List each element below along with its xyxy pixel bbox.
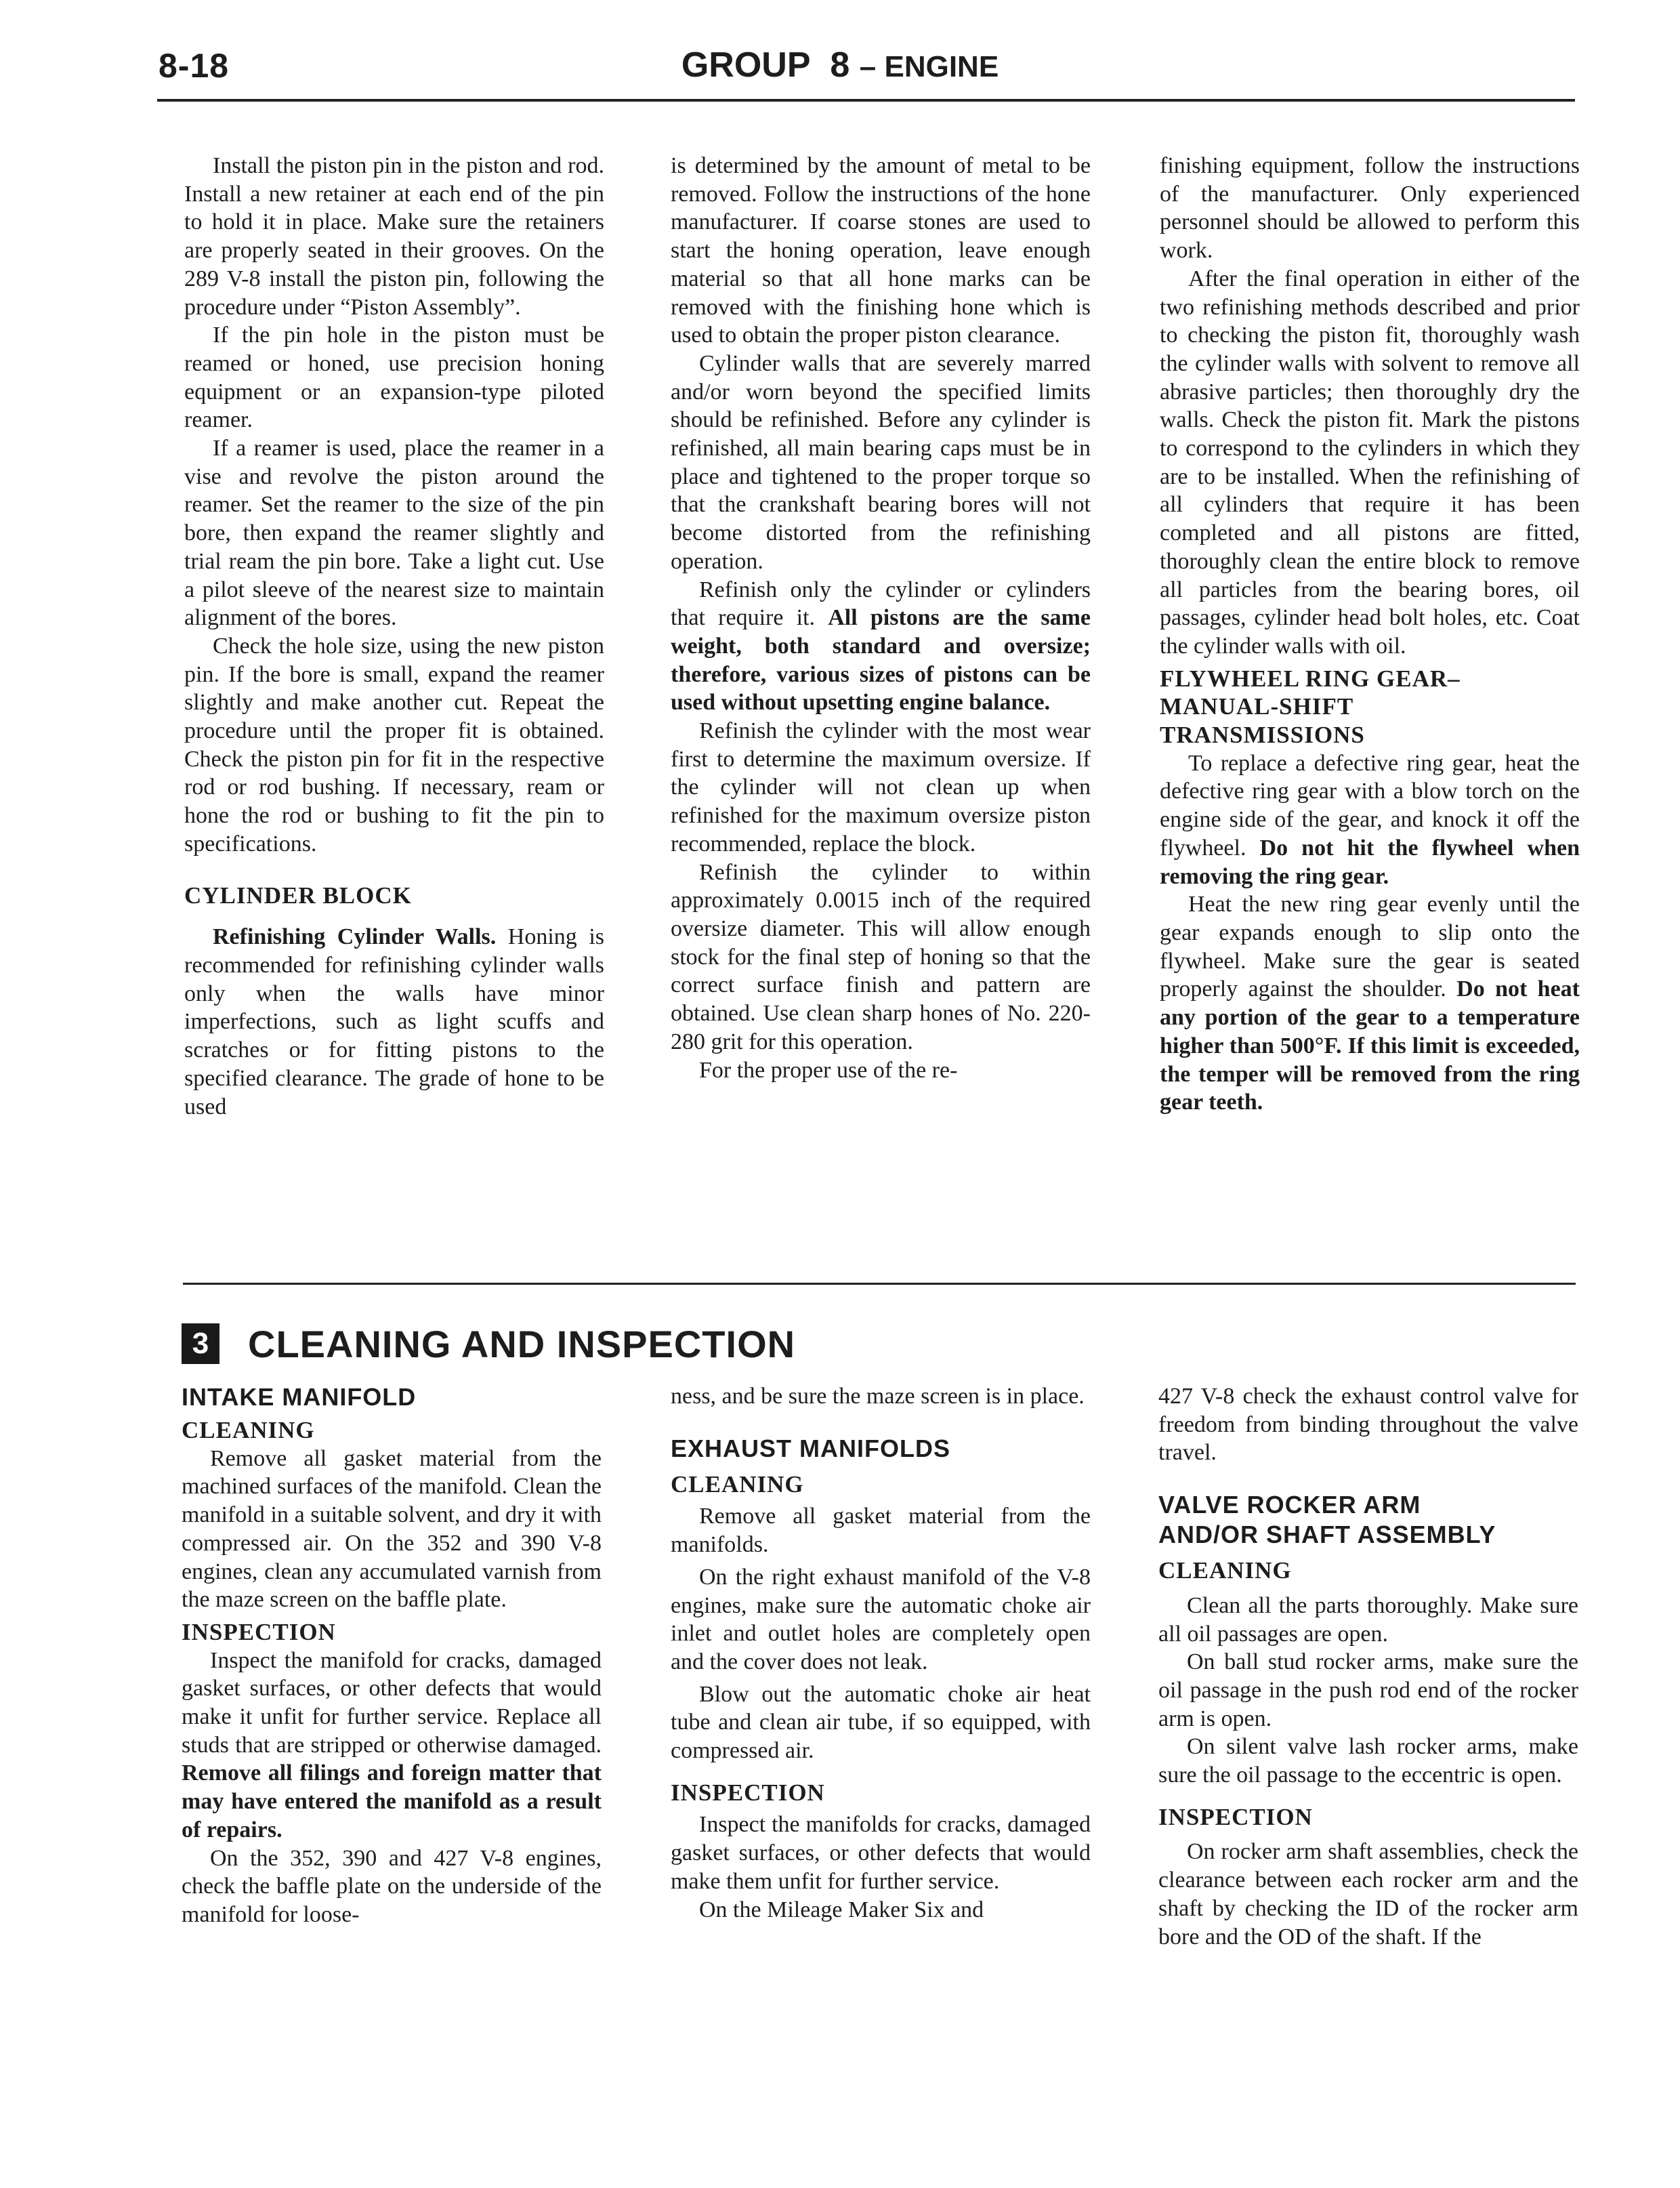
paragraph: On the 352, 390 and 427 V-8 engines, check the baffle plate on the underside of the manifold for loose- bbox=[182, 1845, 602, 1927]
paragraph: For the proper use of the re- bbox=[699, 1057, 958, 1083]
header-rule bbox=[157, 99, 1575, 102]
paragraph: On the right exhaust manifold of the V-8 engines, make sure the automatic choke air inlet and outlet holes are completely open and the cover does not leak. bbox=[671, 1564, 1091, 1674]
heading-intake-manifold: INTAKE MANIFOLD bbox=[182, 1383, 417, 1411]
paragraph-text: Heat the new ring gear evenly until the gear expands enough to slip onto the flywheel. Make sure the gear is seated properly against the shoulder. bbox=[1160, 892, 1580, 1002]
top-column-2 bbox=[671, 152, 1091, 1084]
section-heading bbox=[182, 1320, 795, 1367]
paragraph: On silent valve lash rocker arms, make sure the oil passage to the eccentric is open. bbox=[1158, 1734, 1578, 1788]
page-number: 8-18 bbox=[159, 47, 230, 85]
paragraph: Remove all gasket material from the manifolds. bbox=[671, 1504, 1091, 1558]
subheading-inspection: INSPECTION bbox=[1158, 1803, 1313, 1830]
paragraph: Blow out the automatic choke air heat tube and clean air tube, if so equipped, with compressed air. bbox=[671, 1681, 1091, 1764]
paragraph: Cylinder walls that are severely marred and/or worn beyond the specified limits should be refinished. Before any cylinder is refinished, all main bearing caps must be in place and tightened to the proper torque so that the crankshaft bearing bores will not become distorted from the refinishing operation. bbox=[671, 350, 1091, 574]
running-head bbox=[0, 45, 1680, 85]
paragraph: Refinish the cylinder to within approximately 0.0015 inch of the required oversize diameter. This will allow enough stock for the final step of honing so that the correct surface finish and pattern are obtained. Use clean sharp hones of No. 220-280 grit for this operation. bbox=[671, 859, 1091, 1054]
bold-warning: Do not hit the flywheel when removing the ring gear. bbox=[1160, 835, 1580, 889]
paragraph: On ball stud rocker arms, make sure the oil passage in the push rod end of the rocker arm is open. bbox=[1158, 1649, 1578, 1731]
heading-valve-rocker-arm bbox=[1158, 1490, 1578, 1550]
paragraph: If the pin hole in the piston must be reamed or honed, use precision honing equipment or an expansion-type piloted reamer. bbox=[184, 323, 604, 433]
paragraph-text: Refinish only the cylinder or cylinders that require it. bbox=[671, 577, 1091, 631]
paragraph: Refinish the cylinder with the most wear first to determine the maximum oversize. If the cylinder will not clean up when refinished for the maximum oversize piston recommended, replace the block. bbox=[671, 718, 1091, 856]
top-column-3 bbox=[1160, 152, 1580, 1117]
bold-warning: All pistons are the same weight, both standard and oversize; therefore, various sizes of pistons can be used without upsetting engine balance. bbox=[671, 605, 1091, 716]
heading-cylinder-block: CYLINDER BLOCK bbox=[184, 882, 412, 909]
section-number-badge: 3 bbox=[182, 1323, 219, 1364]
subheading-inspection: INSPECTION bbox=[182, 1618, 336, 1645]
subheading-cleaning: CLEANING bbox=[671, 1470, 804, 1498]
bold-warning: Remove all filings and foreign matter that may have entered the manifold as a result of repairs. bbox=[182, 1760, 602, 1842]
paragraph: On rocker arm shaft assemblies, check the clearance between each rocker arm and the shaft by checking the ID of the rocker arm bore and the OD of the shaft. If the bbox=[1158, 1839, 1578, 1949]
paragraph: On the Mileage Maker Six and bbox=[699, 1897, 984, 1922]
paragraph bbox=[671, 576, 1091, 718]
heading-flywheel-ring-gear bbox=[1160, 665, 1580, 749]
bottom-column-1 bbox=[182, 1382, 602, 1929]
heading-line: AND/OR SHAFT ASSEMBLY bbox=[1158, 1521, 1496, 1549]
heading-line: TRANSMISSIONS bbox=[1160, 722, 1365, 749]
paragraph: Inspect the manifolds for cracks, damaged gasket surfaces, or other defects that would make them unfit for further service. bbox=[671, 1812, 1091, 1894]
paragraph: 427 V-8 check the exhaust control valve for freedom from binding throughout the valve travel. bbox=[1158, 1384, 1578, 1466]
heading-line: FLYWHEEL RING GEAR– bbox=[1160, 665, 1461, 692]
paragraph: Clean all the parts thoroughly. Make sure all oil passages are open. bbox=[1158, 1592, 1578, 1647]
paragraph-text: Inspect the manifold for cracks, damaged gasket surfaces, or other defects that would make it unfit for further service. Replace all studs that are stripped or otherwise damaged. bbox=[182, 1647, 602, 1758]
paragraph: is determined by the amount of metal to be removed. Follow the instructions of the hone manufacturer. If coarse stones are used to start the honing operation, leave enough material so that all hone marks can be removed with the finishing hone which is used to obtain the proper piston clearance. bbox=[671, 153, 1091, 348]
subheading-cleaning: CLEANING bbox=[1158, 1557, 1292, 1584]
paragraph: finishing equipment, follow the instructions of the manufacturer. Only experienced personnel should be allowed to perform this work. bbox=[1160, 153, 1580, 264]
top-column-1 bbox=[184, 152, 604, 1121]
group-number: 8 bbox=[830, 45, 850, 85]
bottom-column-3 bbox=[1158, 1382, 1578, 1951]
paragraph bbox=[184, 923, 604, 1121]
heading-exhaust-manifolds: EXHAUST MANIFOLDS bbox=[671, 1434, 950, 1462]
heading-line: MANUAL-SHIFT bbox=[1160, 693, 1354, 720]
paragraph-text: To replace a defective ring gear, heat the defective ring gear with a blow torch on the engine side of the gear, and knock it off the flywheel. bbox=[1160, 750, 1580, 861]
paragraph: After the final operation in either of the two refinishing methods described and prior to checking the piston fit, thoroughly wash the cylinder walls with solvent to remove all abrasive particles; then thoroughly dry the walls. Check the piston fit. Mark the pistons to correspond to the cylinders in which they are to be installed. When the refinishing of all cylinders that require it has been completed and all pistons are fitted, thoroughly clean the entire block to remove all particles from the bearing bores, oil passages, cylinder head bolt holes, etc. Coat the cylinder walls with oil. bbox=[1160, 266, 1580, 659]
paragraph: Remove all gasket material from the machined surfaces of the manifold. Clean the manifold in a suitable solvent, and dry it with compressed air. On the 352 and 390 V-8 engines, clean any accumulated varnish from the maze screen on the baffle plate. bbox=[182, 1445, 602, 1613]
paragraph: If a reamer is used, place the reamer in a vise and revolve the piston around the reamer. Set the reamer to the size of the pin bore, then expand the reamer slightly and trial ream the pin bore. Take a light cut. Use a pilot sleeve of the nearest size to maintain alignment of the bores. bbox=[184, 436, 604, 631]
paragraph: Install the piston pin in the piston and rod. Install a new retainer at each end of the pin to hold it in place. Make sure the retainers are properly seated in their grooves. On the 289 V-8 install the piston pin, following the procedure under “Piston Assembly”. bbox=[184, 153, 604, 320]
subheading-inspection: INSPECTION bbox=[671, 1779, 825, 1806]
bold-warning: Do not heat any portion of the gear to a temperature higher than 500°F. If this limit is exceeded, the temper will be removed from the ring gear teeth. bbox=[1160, 976, 1580, 1115]
group-label: GROUP bbox=[681, 45, 811, 85]
subheading-cleaning: CLEANING bbox=[182, 1417, 315, 1443]
section-rule bbox=[183, 1283, 1576, 1285]
bottom-column-2 bbox=[671, 1382, 1091, 1924]
group-subject: – ENGINE bbox=[859, 50, 999, 83]
heading-line: VALVE ROCKER ARM bbox=[1158, 1491, 1421, 1519]
section-title: CLEANING AND INSPECTION bbox=[248, 1322, 796, 1365]
paragraph: ness, and be sure the maze screen is in place. bbox=[671, 1384, 1085, 1409]
paragraph bbox=[1160, 890, 1580, 1117]
paragraph-text: Honing is recommended for refinishing cylinder walls only when the walls have minor imperfections, such as light scuffs and scratches or for fitting pistons to the specified clearance. The grade of hone to be used bbox=[184, 924, 604, 1119]
bold-run-in: Refinishing Cylinder Walls. bbox=[213, 924, 497, 950]
paragraph bbox=[182, 1647, 602, 1844]
paragraph bbox=[1160, 749, 1580, 891]
paragraph: Check the hole size, using the new piston pin. If the bore is small, expand the reamer slightly and make another cut. Repeat the procedure until the proper fit is obtained. Check the piston pin for fit in the respective rod or rod bushing. If necessary, ream or hone the rod or bushing to fit the pin to specifications. bbox=[184, 633, 604, 856]
